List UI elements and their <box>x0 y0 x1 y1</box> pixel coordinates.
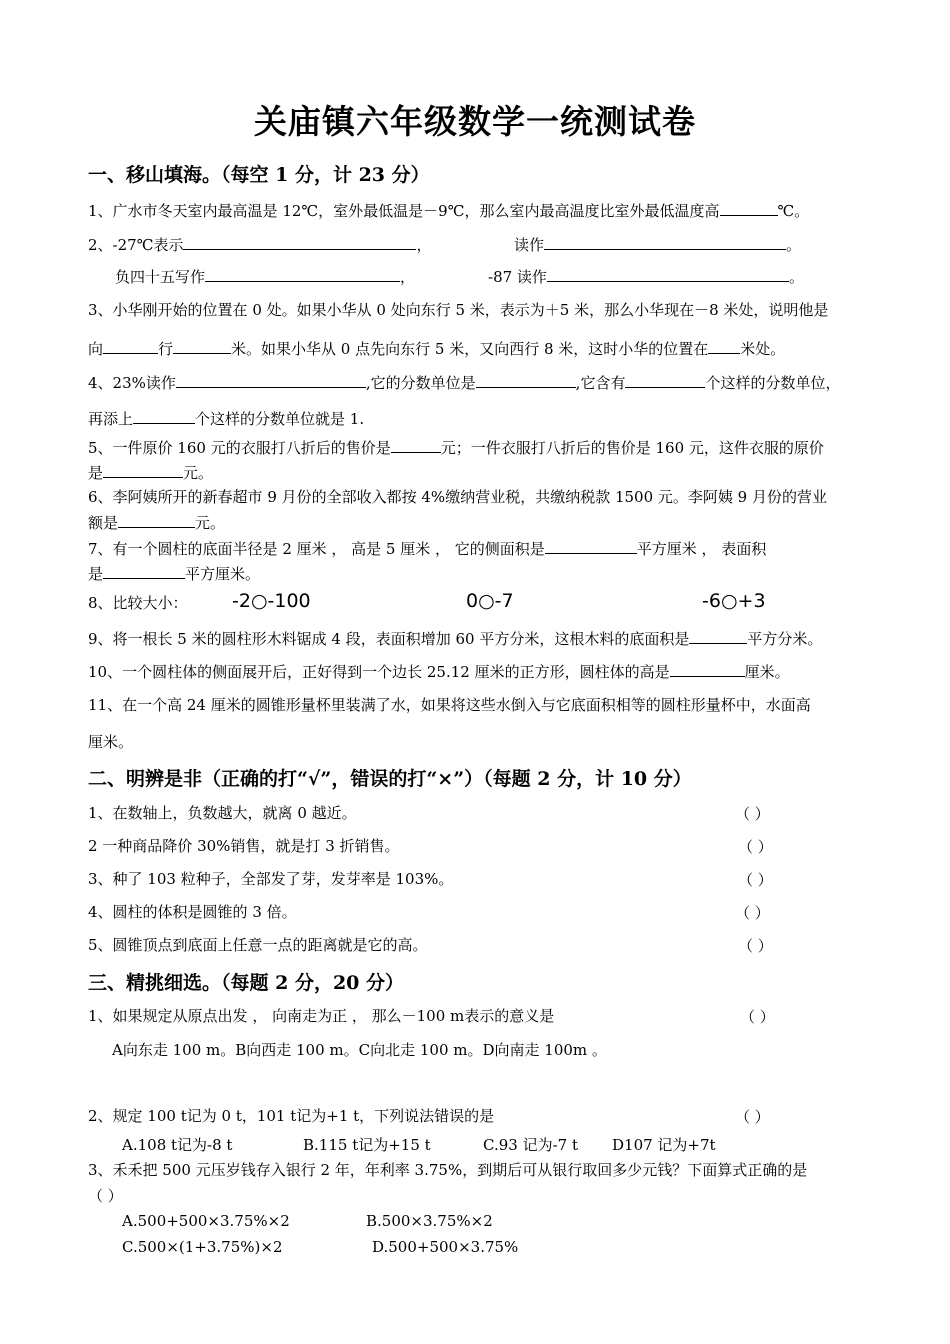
question-1-8-label: 8、比较大小： <box>88 594 188 612</box>
question-1-7b: 是 平方厘米。 <box>88 565 261 583</box>
answer-blank[interactable] <box>476 372 576 388</box>
question-1-11a: 11、在一个高 24 厘米的圆锥形量杯里装满了水，如果将这些水倒入与它底面积相等的圆柱形量杯中，水面高 <box>88 696 811 714</box>
question-1-2b: 负四十五写作 ， <box>115 268 416 286</box>
question-1-3b: 向 行 米。如果小华从 0 点先向东行 5 米，又向西行 8 米，这时小华的位置在 米处。 <box>88 340 786 358</box>
answer-parentheses[interactable]: （ ） <box>735 805 770 823</box>
question-1-5b: 是 元。 <box>88 464 214 482</box>
page-title: 关庙镇六年级数学一统测试卷 <box>254 102 696 141</box>
answer-blank[interactable] <box>118 512 195 528</box>
judge-question-2: 2 一种商品降价 30%销售，就是打 3 折销售。 <box>88 837 400 855</box>
answer-blank[interactable] <box>720 200 778 216</box>
answer-blank[interactable] <box>103 338 158 354</box>
section-heading-1: 一、移山填海。（每空 1 分，计 23 分） <box>88 164 430 186</box>
answer-blank[interactable] <box>547 266 789 282</box>
question-1-5a: 5、一件原价 160 元的衣服打八折后的售价是 元；一件衣服打八折后的售价是 160 元，这件衣服的原价 <box>88 439 824 457</box>
question-1-4a: 4、23%读作 ,它的分数单位是 ,它含有 个这样的分数单位， <box>88 374 841 392</box>
answer-blank[interactable] <box>173 338 231 354</box>
choice-option-b[interactable]: B.500×3.75%×2 <box>366 1212 493 1230</box>
question-1-10: 10、一个圆柱体的侧面展开后，正好得到一个边长 25.12 厘米的正方形，圆柱体的高是 厘米。 <box>88 663 790 681</box>
choice-option-a[interactable]: A.108 t记为-8 t <box>122 1136 233 1154</box>
answer-blank[interactable] <box>670 661 745 677</box>
choice-option-d[interactable]: D.500+500×3.75% <box>372 1238 519 1256</box>
answer-parentheses[interactable]: （ ） <box>738 937 773 955</box>
question-1-9: 9、将一根长 5 米的圆柱形木料锯成 4 段，表面积增加 60 平方分米，这根木料的底面积是 平方分米。 <box>88 630 823 648</box>
question-1-4b: 再添上 个这样的分数单位就是 1. <box>88 410 365 428</box>
choice-option-c[interactable]: C.93 记为-7 t <box>483 1136 578 1154</box>
answer-blank[interactable] <box>103 563 185 579</box>
choice-option-b[interactable]: B.115 t记为+15 t <box>303 1136 431 1154</box>
answer-parentheses[interactable]: （ ） <box>735 1108 770 1126</box>
choice-option-a[interactable]: A.500+500×3.75%×2 <box>122 1212 290 1230</box>
choice-question-1: 1、如果规定从原点出发 ， 向南走为正 ， 那么－100 m表示的意义是 <box>88 1007 555 1025</box>
answer-parentheses[interactable]: （ ） <box>735 904 770 922</box>
question-1-1: 1、广水市冬天室内最高温是 12℃，室外最低温是－9℃，那么室内最高温度比室外最低温度高 ℃。 <box>88 202 810 220</box>
answer-parentheses[interactable]: （ ） <box>88 1187 123 1205</box>
section-heading-3: 三、精挑细选。（每题 2 分，20 分） <box>88 972 405 994</box>
question-1-2b-read: -87 读作 。 <box>488 268 804 286</box>
judge-question-4: 4、圆柱的体积是圆锥的 3 倍。 <box>88 903 297 921</box>
choice-option-c[interactable]: C.500×(1+3.75%)×2 <box>122 1238 283 1256</box>
question-1-11b: 厘米。 <box>88 733 134 751</box>
judge-question-1: 1、在数轴上，负数越大，就离 0 越近。 <box>88 804 357 822</box>
answer-parentheses[interactable]: （ ） <box>738 838 773 856</box>
question-1-2a-read: 读作 。 <box>514 236 802 254</box>
question-1-6b: 额是 元。 <box>88 514 226 532</box>
question-1-3a: 3、小华刚开始的位置在 0 处。如果小华从 0 处向东行 5 米，表示为＋5 米，那么小华现在－8 米处，说明他是 <box>88 301 829 319</box>
answer-blank[interactable] <box>176 372 366 388</box>
compare-item-1[interactable]: -2○-100 <box>232 590 311 612</box>
section-heading-2: 二、明辨是非（正确的打“√”，错误的打“×”）（每题 2 分，计 10 分） <box>88 768 692 790</box>
answer-blank[interactable] <box>708 338 740 354</box>
answer-blank[interactable] <box>183 234 416 250</box>
question-1-2a: 2、-27℃表示 ， <box>88 236 432 254</box>
judge-question-3: 3、种了 103 粒种子，全部发了芽，发芽率是 103%。 <box>88 870 454 888</box>
answer-parentheses[interactable]: （ ） <box>740 1008 775 1026</box>
choice-option-d[interactable]: D107 记为+7t <box>612 1136 716 1154</box>
answer-blank[interactable] <box>544 234 786 250</box>
compare-item-3[interactable]: -6○+3 <box>702 590 766 612</box>
judge-question-5: 5、圆锥顶点到底面上任意一点的距离就是它的高。 <box>88 936 428 954</box>
choice-question-2: 2、规定 100 t记为 0 t，101 t记为+1 t，下列说法错误的是 <box>88 1107 495 1125</box>
answer-blank[interactable] <box>103 462 183 478</box>
question-1-7a: 7、有一个圆柱的底面半径是 2 厘米 ， 高是 5 厘米 ， 它的侧面积是 平方厘米 ， 表面积 <box>88 540 767 558</box>
question-1-6a: 6、李阿姨所开的新春超市 9 月份的全部收入都按 4%缴纳营业税，共缴纳税款 1500 元。李阿姨 9 月份的营业 <box>88 488 827 506</box>
answer-parentheses[interactable]: （ ） <box>738 871 773 889</box>
answer-blank[interactable] <box>133 408 195 424</box>
answer-blank[interactable] <box>625 372 705 388</box>
compare-item-2[interactable]: 0○-7 <box>466 590 514 612</box>
answer-blank[interactable] <box>545 538 637 554</box>
answer-blank[interactable] <box>391 437 441 453</box>
answer-blank[interactable] <box>205 266 400 282</box>
answer-blank[interactable] <box>689 628 747 644</box>
choice-options-1[interactable]: A向东走 100 m。B向西走 100 m。C向北走 100 m。D向南走 100m 。 <box>112 1041 607 1059</box>
choice-question-3: 3、禾禾把 500 元压岁钱存入银行 2 年，年利率 3.75%，到期后可从银行取回多少元钱？下面算式正确的是 <box>88 1161 808 1179</box>
